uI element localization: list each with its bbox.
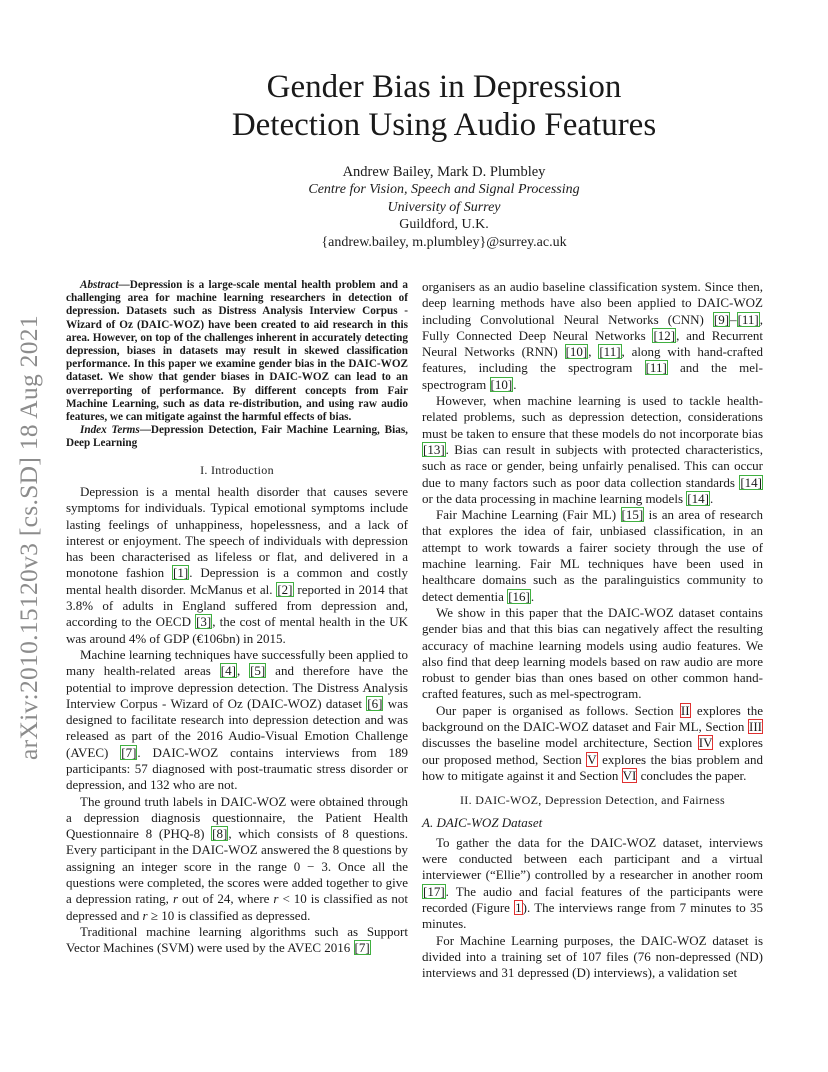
intro-paragraph-3: The ground truth labels in DAIC-WOZ were obtained through a depression diagnosis questionnaire, the Patient Health Questionnaire 8 (PHQ-8) [8], which consists of 8 questions. Every participant in the DAIC-WOZ answered the 8 questions by assigning an integer score in the range 0 − 3. Once all the questions were completed, the scores were added together to give a depression rating, r out of 24, where r < 10 is classified as not depressed and r ≥ 10 is classified as depressed. <box>66 793 408 923</box>
citation-link[interactable]: [7] <box>354 940 370 956</box>
citation-link[interactable]: [4] <box>220 663 236 679</box>
right-paragraph-5: Our paper is organised as follows. Section II explores the background on the DAIC-WOZ dataset and Fair ML, Section III discusses the baseline model architecture, Section IV explores our proposed method, Section V explores the bias problem and how to mitigate against it and Section VI concludes the paper. <box>422 702 764 783</box>
section-heading-introduction: I. Introduction <box>200 462 274 477</box>
abstract <box>66 279 408 451</box>
section-link[interactable]: V <box>587 751 597 767</box>
citation-link[interactable]: [9] <box>713 311 730 327</box>
section-link[interactable]: IV <box>698 735 713 751</box>
citation-link[interactable]: [13] <box>423 441 445 457</box>
citation-link[interactable]: [11] <box>737 311 759 327</box>
index-terms-label: Index Terms <box>80 424 140 437</box>
right-paragraph-7: For Machine Learning purposes, the DAIC-WOZ dataset is divided into a training set of 107 files (76 non-depressed (ND) interviews and 31 depressed (D) interviews), a validation set <box>422 932 763 981</box>
right-paragraph-4: We show in this paper that the DAIC-WOZ dataset contains gender bias and that this bias can negatively affect the resulting accuracy of machine learning models using audio features. We also find that deep learning models based on raw audio are more robust to gender bias than ones based on other common hand-crafted features, such as mel-spectrogram. <box>422 604 763 702</box>
citation-link[interactable]: [3] <box>196 614 212 630</box>
citation-link[interactable]: [6] <box>367 695 383 711</box>
intro-paragraph-4: Traditional machine learning algorithms such as Support Vector Machines (SVM) were used by the AVEC 2016 [7] <box>66 923 408 956</box>
affiliation-centre: Centre for Vision, Speech and Signal Processing <box>308 182 580 198</box>
citation-link[interactable]: [17] <box>423 883 445 899</box>
subsection-heading-dataset: A. DAIC-WOZ Dataset <box>422 814 543 830</box>
right-paragraph-6: To gather the data for the DAIC-WOZ dataset, interviews were conducted between each participant and a virtual interviewer (“Ellie”) controlled by a researcher in another room [17]. The audio and facial features of the participants were recorded (Figure 1). The interviews range from 7 minutes to 35 minutes. <box>422 834 763 932</box>
right-column <box>422 279 763 981</box>
citation-link[interactable]: [14] <box>740 474 762 490</box>
abstract-text: —Depression is a large-scale mental health problem and a challenging area for machine learning researchers in detection of depression. Datasets such as Distress Analysis Interview Corpus - Wizard of Oz (DAIC-WOZ) have been created to aid research in this area. However, on top of the challenges inherent in accurately detecting depression, biases in datasets may result in skewed classification performance. In this paper we examine gender bias in the DAIC-WOZ dataset. We show that gender biases in DAIC-WOZ can lead to an overreporting of performance. By different concepts from Fair Machine Learning, such as data re-distribution, and using raw audio features, we can mitigate against the harmful effects of bias. <box>66 279 408 424</box>
section-link[interactable]: VI <box>622 767 637 783</box>
citation-link[interactable]: [8] <box>212 826 228 842</box>
right-paragraph-1: organisers as an audio baseline classification system. Since then, deep learning methods have also been applied to DAIC-WOZ including Convolutional Neural Networks (CNN) [9]–[11], Fully Connected Deep Neural Networks [12], and Recurrent Neural Networks (RNN) [10], [11], along with hand-crafted features, including the spectrogram [11] and the mel-spectrogram [10]. <box>422 279 763 392</box>
citation-link[interactable]: [15] <box>621 507 644 523</box>
right-paragraph-2: However, when machine learning is used to tackle health-related problems, such as depression detection, considerations must be taken to ensure that these models do not incorporate bias [13]. Bias can result in subjects with protected characteristics, such as race or gender, being unfairly penalised. This can occur due to many factors such as poor data collection standards [14] or the data processing in machine learning models [14]. <box>422 393 763 506</box>
abstract-label: Abstract <box>80 279 119 291</box>
author-emails: {andrew.bailey, m.plumbley}@surrey.ac.uk <box>321 234 567 250</box>
citation-link[interactable]: [5] <box>250 663 266 679</box>
citation-link[interactable]: [12] <box>653 327 676 343</box>
affiliation-location: Guildford, U.K. <box>399 217 489 233</box>
author-block <box>60 164 828 251</box>
index-terms-text: —Depression Detection, Fair Machine Learning, Bias, Deep Learning <box>66 424 408 450</box>
citation-link[interactable]: [7] <box>121 744 137 760</box>
intro-paragraph-2: Machine learning techniques have successfully been applied to many health-related areas [4], [5] and therefore have the potential to improve depression detection. The Distress Analysis Interview Corpus - Wizard of Oz (DAIC-WOZ) dataset [6] was designed to facilitate research into depression detection and was released as part of the 2016 Audio-Visual Emotion Challenge (AVEC) [7]. DAIC-WOZ contains interviews from 189 participants: 57 diagnosed with post-traumatic stress disorder or depression, and 132 who are not. <box>66 646 409 793</box>
citation-link[interactable]: [14] <box>687 490 709 506</box>
title-line-1: Gender Bias in Depression <box>266 69 622 105</box>
intro-paragraph-1: Depression is a mental health disorder that causes severe symptoms for individuals. Typical emotional symptoms include lasting feelings of unhappiness, hopelessness, and a lack of interest or enjoyment. The speech of individuals with depression has been characterised as lifeless or flat, and delivered in a monotone fashion [1]. Depression is a common and costly mental health disorder. McManus et al. [2] reported in 2014 that 3.8% of adults in England suffered from depression and, according to the OECD [3], the cost of mental health in the UK was around 4% of GDP (€106bn) in 2015. <box>66 483 408 646</box>
section-link[interactable]: III <box>749 719 762 735</box>
arxiv-identifier: arXiv:2010.15120v3 [cs.SD] 18 Aug 2021 <box>14 315 43 760</box>
citation-link[interactable]: [11] <box>645 360 667 376</box>
figure-link[interactable]: 1 <box>515 899 522 915</box>
citation-link[interactable]: [10] <box>565 344 588 360</box>
section-heading-background: II. DAIC-WOZ, Depression Detection, and Fairness <box>460 793 725 808</box>
section-link[interactable]: II <box>680 702 690 718</box>
paper-title <box>60 68 828 144</box>
right-paragraph-3: Fair Machine Learning (Fair ML) [15] is an area of research that explores the idea of fair, unbiased classification, in an attempt to work towards a fairer society through the use of machine learning. Fair ML techniques have been used in healthcare domains such as the paralinguistics community to detect dementia [16]. <box>422 507 763 604</box>
citation-link[interactable]: [10] <box>490 376 513 392</box>
citation-link[interactable]: [1] <box>173 565 189 581</box>
citation-link[interactable]: [2] <box>277 581 293 597</box>
affiliation-university: University of Surrey <box>387 199 501 215</box>
citation-link[interactable]: [11] <box>599 344 621 360</box>
title-line-2: Detection Using Audio Features <box>231 107 657 143</box>
left-column <box>66 279 408 957</box>
authors: Andrew Bailey, Mark D. Plumbley <box>342 164 546 180</box>
citation-link[interactable]: [16] <box>508 588 530 604</box>
